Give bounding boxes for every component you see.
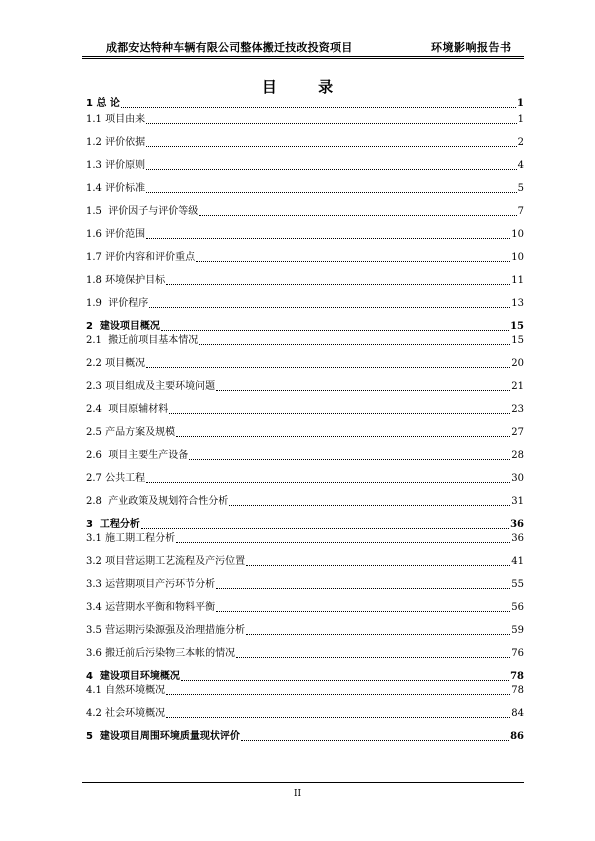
- toc-entry-page: 7: [517, 206, 524, 217]
- toc-entry[interactable]: [86, 471, 524, 485]
- toc-entry[interactable]: [86, 646, 524, 660]
- toc-entry-label: 1.4 评价标准: [86, 183, 146, 194]
- toc-entry-page: 36: [511, 533, 524, 544]
- toc-entry-page: 36: [510, 519, 524, 530]
- toc-entry-label: 1.6 评价范围: [86, 229, 146, 240]
- toc-leader-dots: [241, 739, 509, 741]
- toc-entry-label: 3.6 搬迁前后污染物三本帐的情况: [86, 648, 236, 659]
- toc-title: 目 录: [261, 78, 352, 96]
- toc-entry[interactable]: [86, 577, 524, 591]
- toc-leader-dots: [146, 122, 517, 124]
- toc-entry-page: 27: [511, 427, 524, 438]
- toc-entry-page: 1: [517, 98, 524, 109]
- toc-entry-label: 1.8 环境保护目标: [86, 275, 166, 286]
- toc-chapter-entry[interactable]: [86, 517, 524, 531]
- toc-entry-page: 30: [511, 473, 524, 484]
- page-number: II: [293, 789, 302, 799]
- toc-entry-label: 4.1 自然环境概况: [86, 685, 166, 696]
- toc-entry-page: 4: [517, 160, 524, 171]
- toc-leader-dots: [176, 435, 510, 437]
- toc-leader-dots: [146, 366, 510, 368]
- project-title: 成都安达特种车辆有限公司整体搬迁技改投资项目: [106, 41, 353, 54]
- toc-entry-label: 1.1 项目由来: [86, 114, 146, 125]
- toc-entry-label: 1.3 评价原则: [86, 160, 146, 171]
- toc-entry-label: 4.2 社会环境概况: [86, 708, 166, 719]
- toc-entry-page: 20: [511, 358, 524, 369]
- toc-leader-dots: [166, 716, 510, 718]
- toc-chapter-entry[interactable]: [86, 729, 524, 743]
- toc-entry-label: 1.2 评价依据: [86, 137, 146, 148]
- toc-leader-dots: [146, 191, 517, 193]
- toc-entry-page: 23: [511, 404, 524, 415]
- toc-entry-page: 31: [511, 496, 524, 507]
- toc-entry[interactable]: [86, 402, 524, 416]
- toc-leader-dots: [146, 237, 510, 239]
- toc-entry-page: 5: [517, 183, 524, 194]
- toc-entry-page: 55: [511, 579, 524, 590]
- report-type: 环境影响报告书: [431, 41, 512, 54]
- toc-leader-dots: [216, 610, 510, 612]
- toc-entry[interactable]: [86, 135, 524, 149]
- toc-entry-page: 15: [511, 335, 524, 346]
- toc-entry[interactable]: [86, 181, 524, 195]
- toc-leader-dots: [149, 306, 510, 308]
- toc-entry-page: 10: [511, 252, 524, 263]
- toc-leader-dots: [199, 214, 516, 216]
- toc-leader-dots: [146, 481, 510, 483]
- toc-entry[interactable]: [86, 531, 524, 545]
- toc-entry-page: 84: [511, 708, 524, 719]
- toc-entry-page: 13: [511, 298, 524, 309]
- toc-entry-page: 56: [511, 602, 524, 613]
- toc-entry-label: 3.5 营运期污染源强及治理措施分析: [86, 625, 246, 636]
- toc-entry-label: 2.3 项目组成及主要环境问题: [86, 381, 216, 392]
- toc-entry-page: 15: [510, 321, 524, 332]
- toc-entry[interactable]: [86, 227, 524, 241]
- toc-entry-page: 86: [510, 731, 524, 742]
- toc-entry[interactable]: [86, 204, 524, 218]
- toc-chapter-entry[interactable]: [86, 319, 524, 333]
- toc-entry-label: 3.1 施工期工程分析: [86, 533, 176, 544]
- toc-entry-label: 4 建设项目环境概况: [86, 671, 180, 682]
- toc-leader-dots: [146, 168, 517, 170]
- toc-leader-dots: [166, 693, 510, 695]
- toc-entry-label: 2.4 项目原辅材料: [86, 404, 169, 415]
- toc-entry-label: 2.6 项目主要生产设备: [86, 450, 189, 461]
- toc-leader-dots: [199, 343, 510, 345]
- toc-entry-label: 3.2 项目营运期工艺流程及产污位置: [86, 556, 246, 567]
- toc-leader-dots: [161, 329, 509, 331]
- toc-entry-label: 1.9 评价程序: [86, 298, 149, 309]
- toc-entry[interactable]: [86, 494, 524, 508]
- toc-leader-dots: [176, 541, 510, 543]
- toc-entry-page: 59: [511, 625, 524, 636]
- toc-entry-label: 1.5 评价因子与评价等级: [86, 206, 199, 217]
- toc-entry-page: 41: [511, 556, 524, 567]
- toc-entry-page: 2: [517, 137, 524, 148]
- toc-chapter-entry[interactable]: [86, 96, 524, 110]
- toc-entry-label: 3 工程分析: [86, 519, 140, 530]
- toc-leader-dots: [229, 504, 510, 506]
- toc-leader-dots: [181, 679, 509, 681]
- toc-entry[interactable]: [86, 158, 524, 172]
- toc-entry-page: 1: [517, 114, 524, 125]
- toc-leader-dots: [121, 106, 516, 108]
- toc-entry[interactable]: [86, 333, 524, 347]
- page-header: [82, 39, 523, 55]
- toc-leader-dots: [146, 145, 517, 147]
- toc-entry[interactable]: [86, 448, 524, 462]
- toc-leader-dots: [196, 260, 510, 262]
- toc-entry-label: 5 建设项目周围环境质量现状评价: [86, 731, 240, 742]
- toc-entry-label: 1.7 评价内容和评价重点: [86, 252, 196, 263]
- toc-chapter-entry[interactable]: [86, 669, 524, 683]
- toc-entry[interactable]: [86, 425, 524, 439]
- toc-entry[interactable]: [86, 112, 524, 126]
- toc-entry-page: 11: [511, 275, 524, 286]
- toc-leader-dots: [189, 458, 510, 460]
- toc-entry-label: 3.3 运营期项目产污环节分析: [86, 579, 216, 590]
- header-rule-double: [82, 58, 524, 59]
- footer-rule: [82, 782, 524, 783]
- toc-entry-label: 2 建设项目概况: [86, 321, 160, 332]
- toc-leader-dots: [169, 412, 510, 414]
- toc-leader-dots: [216, 587, 510, 589]
- toc-entry[interactable]: [86, 379, 524, 393]
- toc-entry-label: 2.5 产品方案及规模: [86, 427, 176, 438]
- header-rule: [82, 56, 524, 57]
- toc-entry[interactable]: [86, 600, 524, 614]
- toc-entry-page: 10: [511, 229, 524, 240]
- toc-entry-label: 3.4 运营期水平衡和物料平衡: [86, 602, 216, 613]
- toc-entry-label: 2.2 项目概况: [86, 358, 146, 369]
- toc-leader-dots: [141, 527, 509, 529]
- toc-entry-page: 28: [511, 450, 524, 461]
- toc-entry-label: 1 总 论: [86, 98, 120, 109]
- toc-entry[interactable]: [86, 683, 524, 697]
- toc-leader-dots: [216, 389, 510, 391]
- toc-entry-page: 78: [511, 685, 524, 696]
- toc-entry[interactable]: [86, 250, 524, 264]
- toc-entry[interactable]: [86, 706, 524, 720]
- toc-leader-dots: [246, 564, 510, 566]
- toc-entry[interactable]: [86, 273, 524, 287]
- toc-leader-dots: [166, 283, 510, 285]
- toc-leader-dots: [246, 633, 510, 635]
- toc-entry-page: 78: [510, 671, 524, 682]
- toc-entry-page: 76: [511, 648, 524, 659]
- toc-entry-label: 2.1 搬迁前项目基本情况: [86, 335, 199, 346]
- toc-entry[interactable]: [86, 356, 524, 370]
- toc-entry-label: 2.7 公共工程: [86, 473, 146, 484]
- toc-entry[interactable]: [86, 554, 524, 568]
- toc-leader-dots: [236, 656, 510, 658]
- toc-entry[interactable]: [86, 296, 524, 310]
- toc-entry-label: 2.8 产业政策及规划符合性分析: [86, 496, 229, 507]
- toc-entry[interactable]: [86, 623, 524, 637]
- toc-entry-page: 21: [511, 381, 524, 392]
